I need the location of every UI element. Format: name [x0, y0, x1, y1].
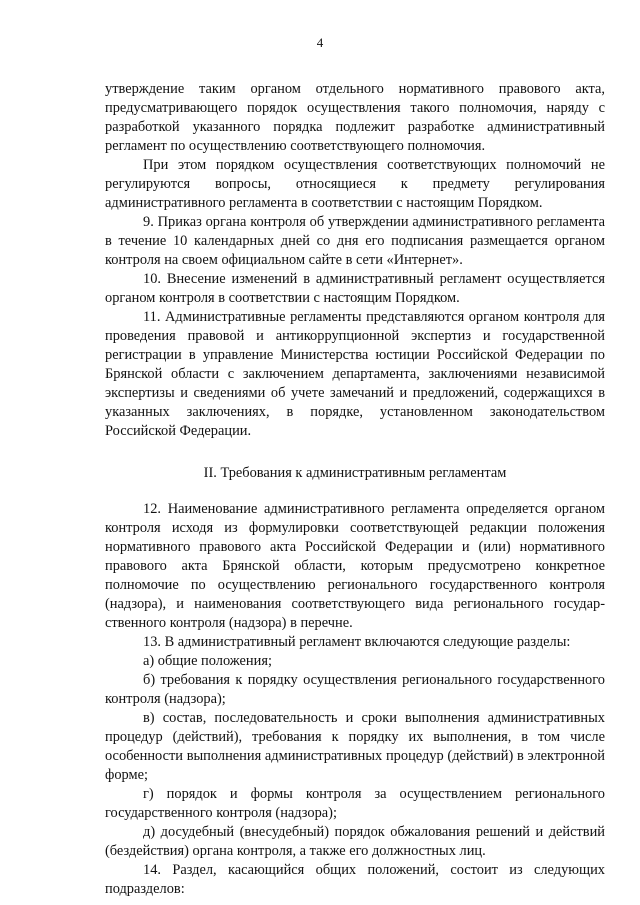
paragraph-item-13: 13. В административный регламент включаются следующие разделы: — [143, 634, 571, 650]
list-item-g: г) порядок и формы контроля за осуществлением регионального государственного контроля (надзора); — [105, 786, 605, 821]
list-item-d: д) досудебный (внесудебный) порядок обжалования решений и действий (бездействия) органа контроля, а также его должностных лиц. — [105, 824, 605, 859]
paragraph-item-12: 12. Наименование административного регламента определяется органом контроля исходя из формулировки соответствующей редакции положения нормативного правового акта Российской Федерации и (или) нормативного правового акта Брянской области, которым предусмотрено конкретное полномочие по осуществлению регионального государственного контроля (надзора), и наименования соответствующего вида регионального государ-ственного контроля (надзора) в перечне. — [105, 501, 605, 631]
paragraph: При этом порядком осуществления соответствующих полномочий не регулируются вопросы, относящиеся к предмету регулирования административного регламента в соответствии с настоящим Порядком. — [105, 157, 605, 211]
paragraph-item-10: 10. Внесение изменений в административный регламент осуществляется органом контроля в соответствии с настоящим Порядком. — [105, 271, 605, 306]
list-item-v: в) состав, последовательность и сроки выполнения административных процедур (действий), требования к порядку их выполнения, в том числе особенности выполнения административных процедур (действий) в электронной форме; — [105, 710, 605, 783]
paragraph-item-11: 11. Административные регламенты представляются органом контроля для проведения правовой и антикоррупционной экспертиз и государственной регистрации в управление Министерства юстиции Российской Федерации по Брянской области с заключением департамента, заключениями независимой экспертизы и сведениями об учете замечаний и предложений, содержащихся в указанных заключениях, в порядке, установленном законодательством Российской Федерации. — [105, 309, 605, 439]
list-item-a: а) общие положения; — [143, 653, 272, 669]
document-body — [105, 80, 605, 899]
list-item-b: б) требования к порядку осуществления регионального государственного контроля (надзора); — [105, 672, 605, 707]
paragraph-item-14: 14. Раздел, касающийся общих положений, состоит из следующих подразделов: — [105, 862, 605, 897]
page-number: 4 — [316, 35, 324, 50]
paragraph-item-9: 9. Приказ органа контроля об утверждении административного регламента в течение 10 календарных дней со дня его подписания размещается органом контроля на своем официальном сайте в сети «Интернет». — [105, 214, 605, 268]
section-heading: II. Требования к административным регламентам — [203, 465, 507, 481]
paragraph-continuation: утверждение таким органом отдельного нормативного правового акта, предусматривающего порядок осуществления такого полномочия, наряду с разработкой указанного порядка подлежит разработке административный регламент по осуществлению соответствующего полномочия. — [105, 81, 605, 154]
